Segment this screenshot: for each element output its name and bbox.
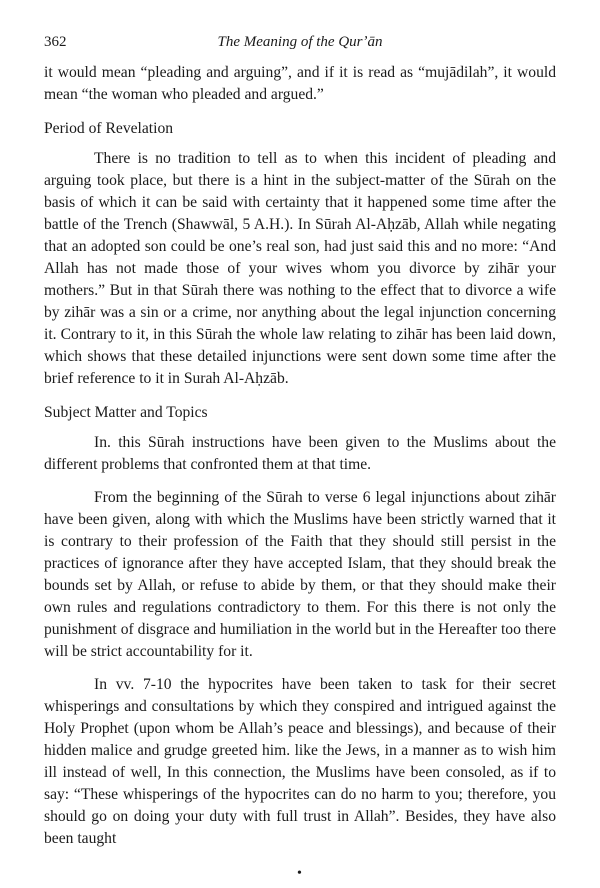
paragraph-continuation: it would mean “pleading and arguing”, and if it is read as “mujādilah”, it would mean “the woman who pleaded and argued.”	[44, 64, 556, 103]
heading-subject-matter: Subject Matter and Topics	[44, 404, 208, 421]
page-number: 362	[44, 34, 67, 50]
paragraph-instructions: In. this Sūrah instructions have been given to the Muslims about the different problems that confronted them at that time.	[44, 434, 556, 473]
paragraph-hypocrites: In vv. 7-10 the hypocrites have been taken to task for their secret whisperings and consultations by which they conspired and intrigued against the Holy Prophet (upon whom be Allah’s peace and blessings), and because of their hidden malice and grudge greeted him. like the Jews, in a manner as to wish him ill instead of well, In this connection, the Muslims have been consoled, as if to say: “These whisperings of the hypocrites can do no harm to you; therefore, you should go on doing your duty with full trust in Allah”. Besides, they have also been taught	[44, 676, 556, 847]
paragraph-zihar-injunctions: From the beginning of the Sūrah to verse 6 legal injunctions about zihār have been given, along with which the Muslims have been strictly warned that it is contrary to their profession of the Faith that they should still persist in the practices of ignorance after they have accepted Islam, that they should break the bounds set by Allah, or refuse to abide by them, or that they should make their own rules and regulations contradictory to them. For this there is not only the punishment of disgrace and humiliation in the world but in the Hereafter too there will be strict accountability for it.	[44, 489, 556, 660]
paragraph-period-of-revelation: There is no tradition to tell as to when this incident of pleading and arguing took place, but there is a hint in the subject-matter of the Sūrah on the basis of which it can be said with certainty that it happened some time after the battle of the Trench (Shawwāl, 5 A.H.). In Sūrah Al-Aḥzāb, Allah while negating that an adopted son could be one’s real son, had just said this and no more: “And Allah has not made those of your wives whom you divorce by zihār your mothers.” But in that Sūrah there was nothing to the effect that to divorce a wife by zihār was a sin or a crime, nor anything about the legal injunction concerning it. Contrary to it, in this Sūrah the whole law relating to zihār has been laid down, which shows that these detailed injunctions were sent down some time after the brief reference to it in Surah Al-Aḥzāb.	[44, 150, 556, 387]
running-title: The Meaning of the Qurʼān	[217, 34, 383, 50]
page-mark-dot: •	[297, 866, 302, 881]
page-header	[44, 34, 556, 58]
heading-period-of-revelation: Period of Revelation	[44, 120, 174, 137]
